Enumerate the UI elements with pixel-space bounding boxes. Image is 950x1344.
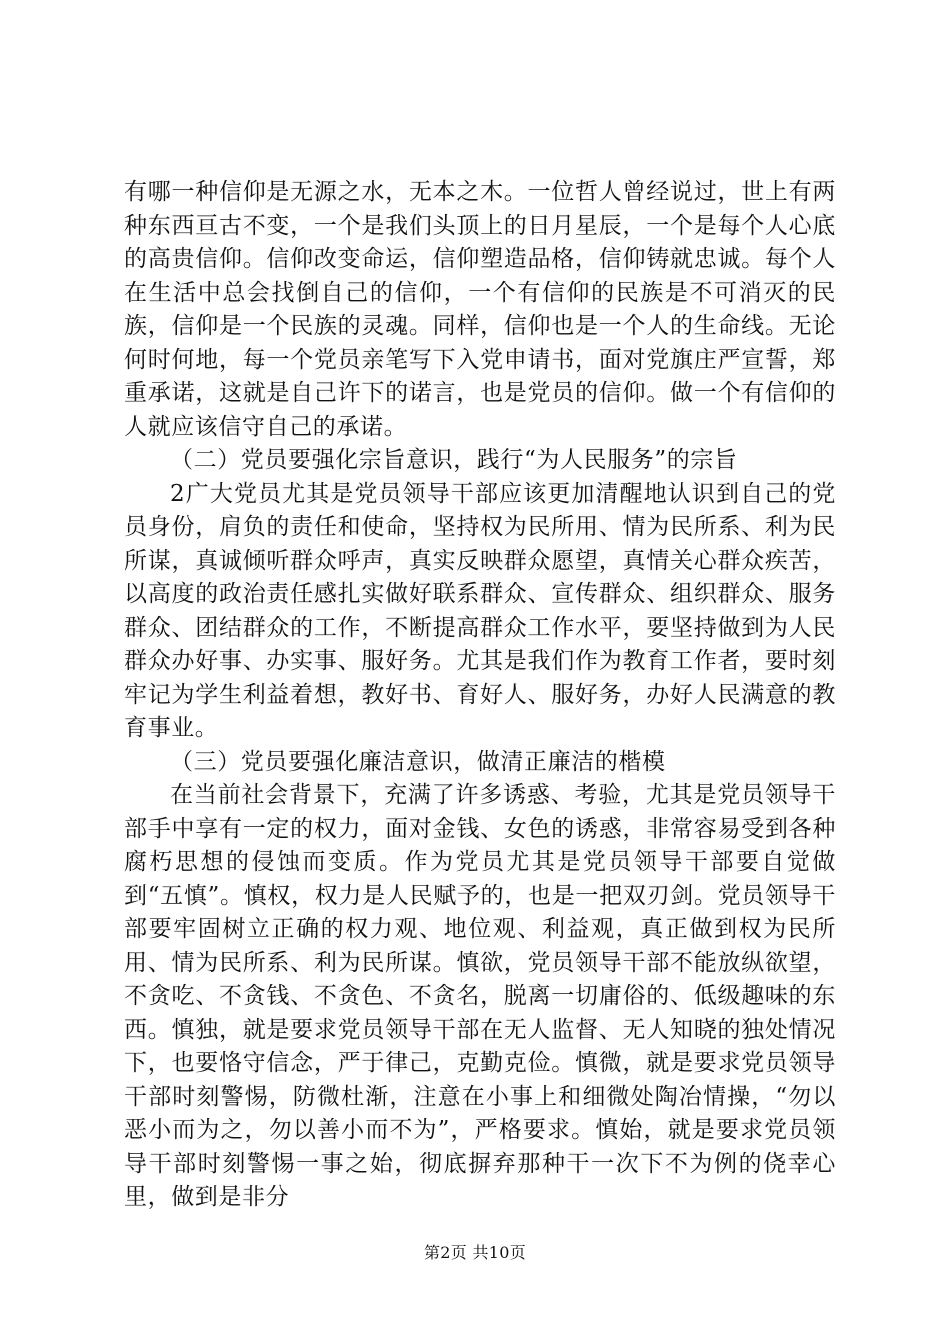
document-body bbox=[124, 176, 836, 1215]
page-number-footer: 第2页 共10页 bbox=[423, 1243, 527, 1262]
paragraph-serve-people: 2广大党员尤其是党员领导干部应该更加清醒地认识到自己的党员身份，肩负的责任和使命，坚持权为民所用、情为民所系、利为民所谋，真诚倾听群众呼声，真实反映群众愿望，真情关心群众疾苦，以高度的政治责任感扎实做好联系群众、宣传群众、组织群众、服务群众、团结群众的工作，不断提高群众工作水平，要坚持做到为人民群众办好事、办实事、服好务。尤其是我们作为教育工作者，要时刻牢记为学生利益着想，教好书、育好人、服好务，办好人民满意的教育事业。 bbox=[124, 480, 836, 741]
paragraph-five-cautions: 在当前社会背景下，充满了许多诱惑、考验，尤其是党员领导干部手中享有一定的权力，面对金钱、女色的诱惑，非常容易受到各种腐朽思想的侵蚀而变质。作为党员尤其是党员领导干部要自觉做到“五慎”。慎权，权力是人民赋予的，也是一把双刃剑。党员领导干部要牢固树立正确的权力观、地位观、利益观，真正做到权为民所用、情为民所系、利为民所谋。慎欲，党员领导干部不能放纵欲望，不贪吃、不贪钱、不贪色、不贪名，脱离一切庸俗的、低级趣味的东西。慎独，就是要求党员领导干部在无人监督、无人知晓的独处情况下，也要恪守信念，严于律己，克勤克俭。慎微，就是要求党员领导干部时刻警惕，防微杜渐，注意在小事上和细微处陶冶情操，“勿以恶小而为之，勿以善小而不为”，严格要求。慎始，就是要求党员领导干部时刻警惕一事之始，彻底摒弃那种干一次下不为例的侥幸心里，做到是非分 bbox=[124, 782, 836, 1210]
section-heading-purpose: （二）党员要强化宗旨意识，践行“为人民服务”的宗旨 bbox=[170, 447, 738, 473]
paragraph-faith: 有哪一种信仰是无源之水，无本之木。一位哲人曾经说过，世上有两种东西亘古不变，一个是我们头顶上的日月星辰，一个是每个人心底的高贵信仰。信仰改变命运，信仰塑造品格，信仰铸就忠诚。每个人在生活中总会找倒自己的信仰，一个有信仰的民族是不可消灭的民族，信仰是一个民族的灵魂。同样，信仰也是一个人的生命线。无论何时何地，每一个党员亲笔写下入党申请书，面对党旗庄严宣誓，郑重承诺，这就是自己许下的诺言，也是党员的信仰。做一个有信仰的人就应该信守自己的承诺。 bbox=[124, 179, 836, 440]
section-heading-integrity: （三）党员要强化廉洁意识，做清正廉洁的楷模 bbox=[170, 748, 666, 775]
